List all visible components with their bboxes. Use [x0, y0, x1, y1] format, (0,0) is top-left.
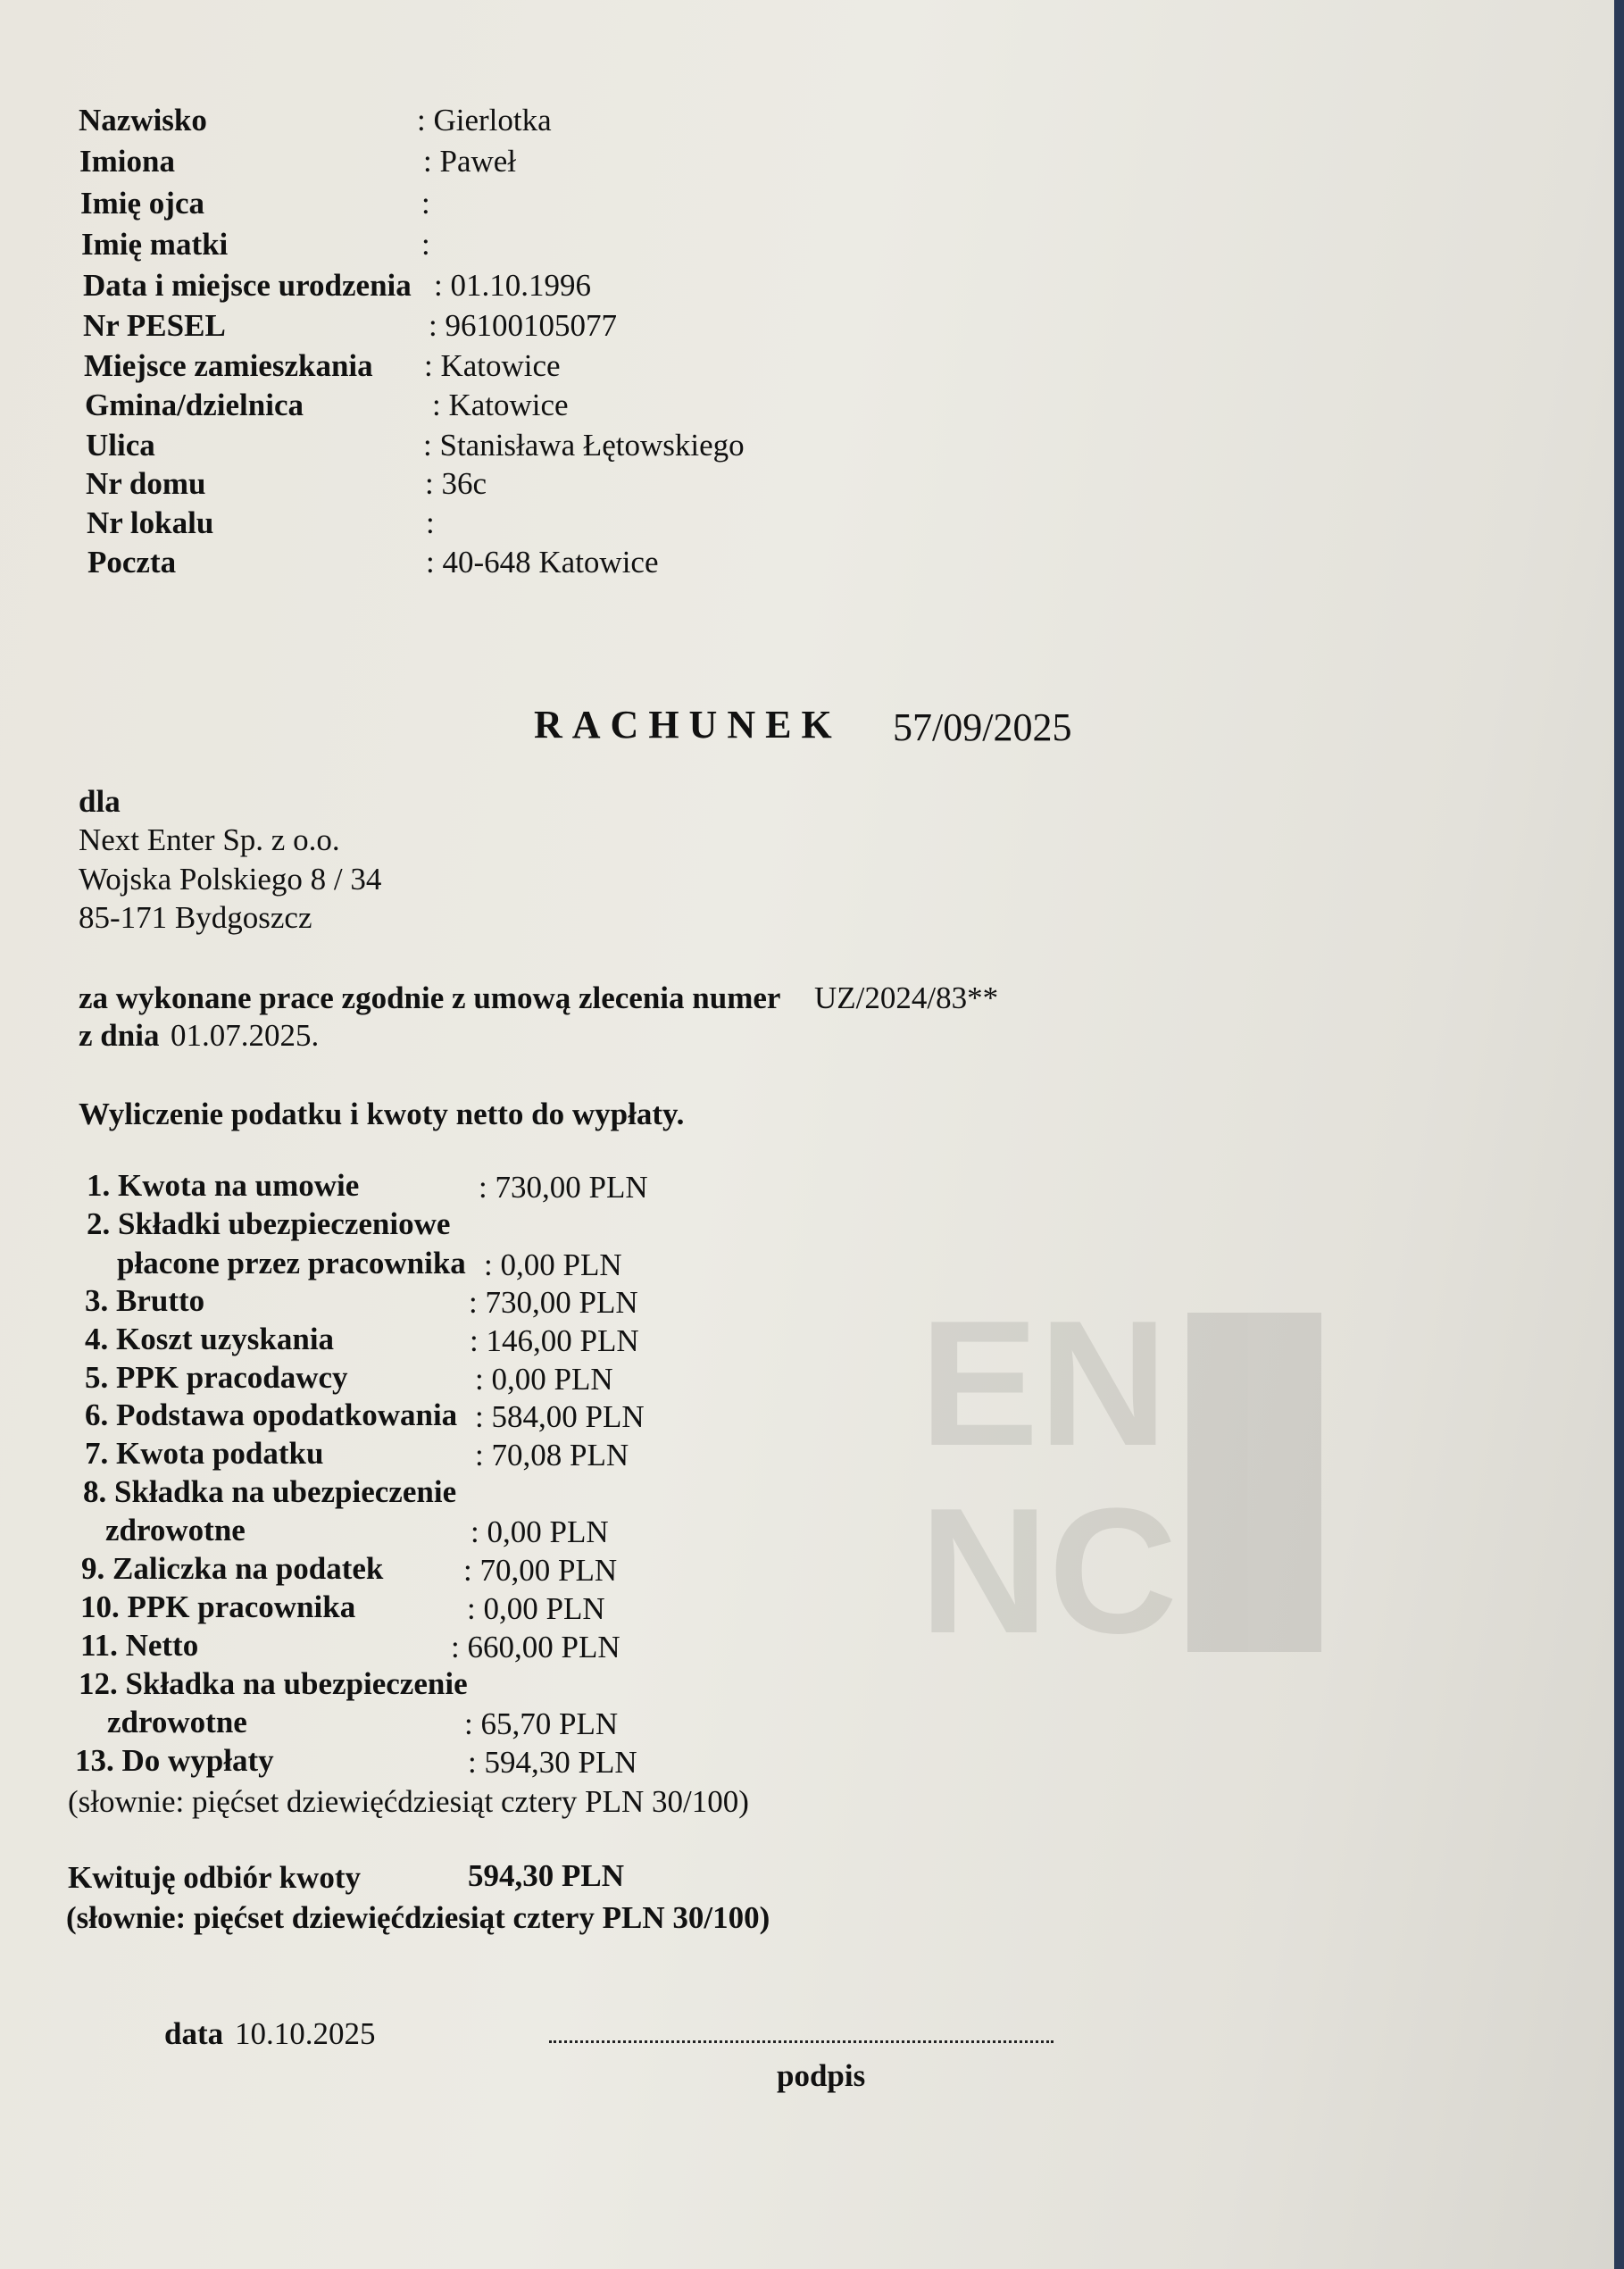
- item-label: 13. Do wypłaty: [75, 1743, 274, 1778]
- signature-date-label: data: [164, 2016, 224, 2051]
- receipt-amount-words: (słownie: pięćset dziewięćdziesiąt cztery PLN 30/100): [66, 1900, 770, 1935]
- item-label: 8. Składka na ubezpieczenie: [83, 1474, 457, 1509]
- value-nr-domu: : 36c: [425, 466, 487, 501]
- item-value: : 70,00 PLN: [463, 1553, 618, 1588]
- recipient-name: Next Enter Sp. z o.o.: [79, 822, 340, 857]
- item-label: 1. Kwota na umowie: [87, 1168, 360, 1203]
- item-value: : 594,30 PLN: [468, 1745, 637, 1780]
- item-value: : 0,00 PLN: [475, 1362, 613, 1397]
- value-miejsce-zamieszkania: : Katowice: [424, 348, 561, 383]
- document-title: RACHUNEK: [534, 703, 842, 747]
- label-poczta: Poczta: [87, 545, 177, 580]
- item-label: płacone przez pracownika: [117, 1246, 466, 1280]
- label-imie-ojca: Imię ojca: [80, 186, 204, 221]
- watermark-letters-bottom: NC: [920, 1472, 1178, 1671]
- label-nr-domu: Nr domu: [86, 466, 206, 501]
- item-value: : 730,00 PLN: [469, 1285, 638, 1320]
- value-nazwisko: : Gierlotka: [417, 103, 552, 138]
- label-pesel: Nr PESEL: [83, 308, 226, 343]
- value-gmina: : Katowice: [432, 388, 569, 422]
- watermark-logo: [920, 1284, 1384, 1671]
- item-label: 10. PPK pracownika: [80, 1589, 356, 1624]
- item-label: 6. Podstawa opodatkowania: [85, 1397, 458, 1432]
- label-miejsce-zamieszkania: Miejsce zamieszkania: [84, 348, 373, 383]
- label-imie-matki: Imię matki: [81, 227, 229, 262]
- watermark-letters-top: EN: [920, 1284, 1168, 1483]
- amount-in-words: (słownie: pięćset dziewięćdziesiąt cztery PLN 30/100): [68, 1784, 749, 1819]
- recipient-for-label: dla: [79, 784, 121, 819]
- item-value: : 0,00 PLN: [471, 1514, 609, 1549]
- label-imiona: Imiona: [79, 144, 175, 179]
- item-value: : 65,70 PLN: [464, 1706, 619, 1741]
- label-gmina: Gmina/dzielnica: [85, 388, 304, 422]
- item-value: : 146,00 PLN: [470, 1323, 639, 1358]
- receipt-amount: 594,30 PLN: [468, 1858, 624, 1893]
- item-label: zdrowotne: [105, 1513, 246, 1547]
- item-value: : 70,08 PLN: [475, 1438, 629, 1472]
- value-pesel: : 96100105077: [429, 308, 617, 343]
- item-value: : 584,00 PLN: [475, 1399, 645, 1434]
- item-label: 4. Koszt uzyskania: [85, 1322, 335, 1356]
- label-data-urodzenia: Data i miejsce urodzenia: [83, 268, 412, 303]
- label-nr-lokalu: Nr lokalu: [87, 505, 214, 540]
- value-data-urodzenia: : 01.10.1996: [434, 268, 591, 303]
- contract-number: UZ/2024/83**: [814, 980, 999, 1015]
- value-poczta: : 40-648 Katowice: [426, 545, 659, 580]
- contract-text: za wykonane prace zgodnie z umową zlecenia numer: [79, 980, 781, 1015]
- document-number: 57/09/2025: [893, 705, 1072, 749]
- watermark-shape: [1187, 1313, 1321, 1652]
- recipient-street: Wojska Polskiego 8 / 34: [79, 862, 382, 897]
- item-label: 5. PPK pracodawcy: [85, 1360, 348, 1395]
- value-ulica: : Stanisława Łętowskiego: [423, 428, 745, 463]
- item-label: 11. Netto: [80, 1628, 199, 1663]
- value-imiona: : Paweł: [423, 144, 517, 179]
- item-value: : 730,00 PLN: [479, 1170, 648, 1205]
- signature-date: 10.10.2025: [235, 2016, 376, 2051]
- contract-date: 01.07.2025.: [171, 1018, 320, 1053]
- item-label: 12. Składka na ubezpieczenie: [79, 1666, 468, 1701]
- item-value: : 660,00 PLN: [451, 1630, 620, 1664]
- value-nr-lokalu: :: [426, 505, 435, 540]
- item-label: 2. Składki ubezpieczeniowe: [87, 1206, 451, 1241]
- signature-line: [549, 2040, 1054, 2043]
- contract-date-label: z dnia: [79, 1018, 160, 1053]
- value-imie-ojca: :: [421, 186, 430, 221]
- item-label: zdrowotne: [107, 1705, 247, 1739]
- calculation-header: Wyliczenie podatku i kwoty netto do wypłaty.: [79, 1097, 685, 1131]
- recipient-city: 85-171 Bydgoszcz: [79, 900, 312, 935]
- signature-label: podpis: [777, 2058, 866, 2093]
- label-ulica: Ulica: [86, 428, 155, 463]
- item-value: : 0,00 PLN: [467, 1591, 605, 1626]
- item-label: 9. Zaliczka na podatek: [81, 1551, 384, 1586]
- item-label: 3. Brutto: [85, 1283, 205, 1318]
- receipt-label: Kwituję odbiór kwoty: [68, 1860, 361, 1895]
- label-nazwisko: Nazwisko: [79, 103, 207, 138]
- value-imie-matki: :: [421, 227, 430, 262]
- item-value: : 0,00 PLN: [484, 1247, 622, 1282]
- item-label: 7. Kwota podatku: [85, 1436, 324, 1471]
